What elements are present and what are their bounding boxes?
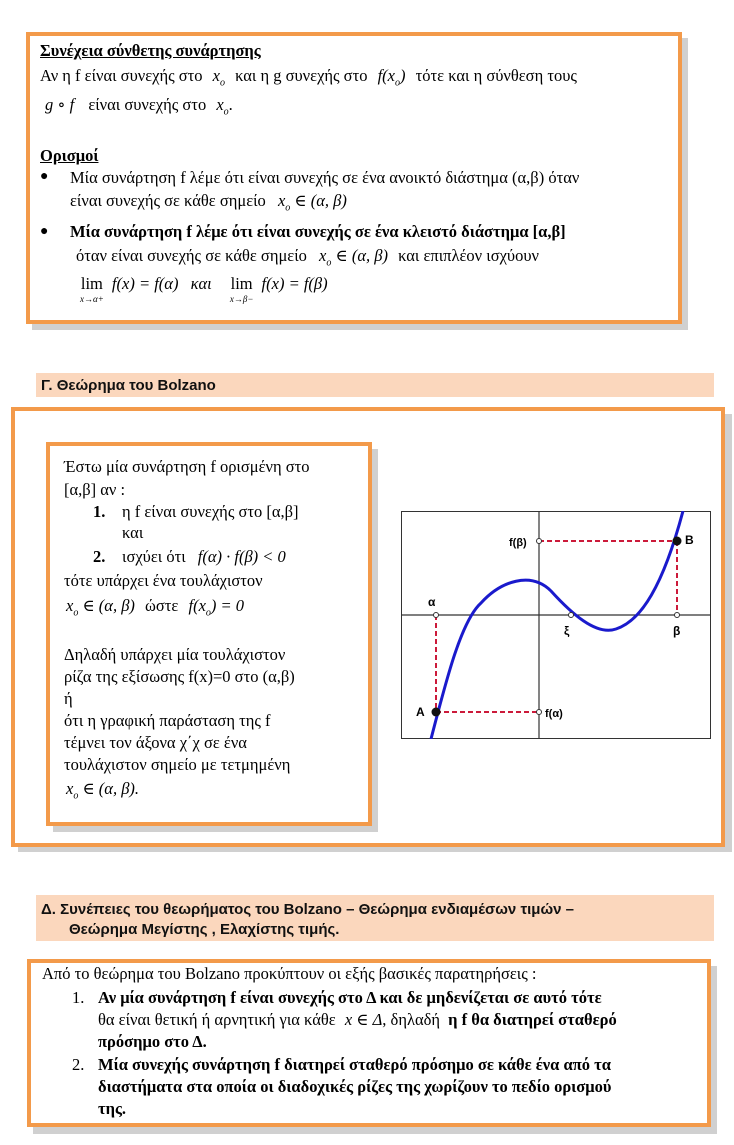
continuity-title: Συνέχεια σύνθετης συνάρτησης — [40, 41, 261, 60]
consequence-2-line2: διαστήματα στα οποία οι διαδοχικές ρίζες της χωρίζουν το πεδίο ορισμού — [98, 1077, 612, 1096]
bolzano-item1-and: και — [122, 523, 144, 542]
limits-line: lim x→α+ f(x) = f(α) και lim x→β− f(x) = f(β) — [80, 274, 328, 304]
consequence-1-line2: θα είναι θετική ή αρνητική για κάθε x ∈ Δ, δηλαδή η f θα διατηρεί σταθερό — [98, 1010, 617, 1029]
label-a: α — [428, 595, 436, 609]
consequences-intro: Από το θεώρημα του Bolzano προκύπτουν οι εξής βασικές παρατηρήσεις : — [42, 964, 537, 983]
bolzano-item1-num: 1. — [93, 502, 106, 521]
label-B: B — [685, 533, 694, 547]
label-b: β — [673, 624, 681, 638]
point-b — [675, 613, 680, 618]
bolzano-then-2: $x_o$ ∈ (α, β) ώστε $f(x_o) = 0$ — [66, 596, 245, 619]
label-fa: f(α) — [545, 708, 563, 720]
bolzano-para-4: ότι η γραφική παράσταση της f — [64, 711, 271, 730]
consequence-1-num: 1. — [72, 988, 85, 1007]
definitions-title: Ορισμοί — [40, 146, 99, 165]
continuity-line-2: g ∘ f είναι συνεχής στο $x_o$. — [45, 95, 233, 118]
consequence-2-line3: της. — [98, 1099, 127, 1118]
def1-line2: είναι συνεχής σε κάθε σημείο $x_o$ ∈ (α, β) — [70, 191, 347, 214]
bullet-1: ● — [40, 169, 49, 184]
consequences-header — [36, 895, 714, 941]
bolzano-para-2: ρίζα της εξίσωσης f(x)=0 στο (α,β) — [64, 667, 295, 686]
bolzano-para-1: Δηλαδή υπάρχει μία τουλάχιστον — [64, 645, 286, 664]
point-fb — [537, 539, 542, 544]
bolzano-para-6: τουλάχιστον σημείο με τετμημένη — [64, 755, 291, 774]
consequences-header-line1: Δ. Συνέπειες του θεωρήματος του Bolzano – Θεώρημα ενδιαμέσων τιμών – — [41, 901, 575, 918]
bolzano-item2-num: 2. — [93, 547, 106, 566]
bolzano-para-5: τέμνει τον άξονα χ΄χ σε ένα — [64, 733, 247, 752]
bolzano-para-7: $x_o$ ∈ (α, β). — [66, 779, 140, 802]
bullet-2: ● — [40, 224, 49, 239]
point-a — [434, 613, 439, 618]
graph-frame — [402, 512, 711, 739]
point-fa — [537, 710, 542, 715]
consequence-2-num: 2. — [72, 1055, 85, 1074]
bolzano-then-1: τότε υπάρχει ένα τουλάχιστον — [64, 571, 263, 590]
bolzano-intro-2: [α,β] αν : — [64, 480, 126, 499]
def2-line1: Μία συνάρτηση f λέμε ότι είναι συνεχής σε ένα κλειστό διάστημα [α,β] — [70, 222, 566, 241]
bolzano-para-3: ή — [64, 689, 73, 708]
consequence-2-line1: Μία συνεχής συνάρτηση f διατηρεί σταθερό πρόσημο σε κάθε ένα από τα — [98, 1055, 611, 1074]
label-xi: ξ — [564, 624, 570, 638]
point-A — [432, 708, 441, 717]
bolzano-graph — [401, 511, 711, 739]
consequence-1-line1: Αν μία συνάρτηση f είναι συνεχής στο Δ και δε μηδενίζεται σε αυτό τότε — [98, 988, 602, 1007]
continuity-line-1: Αν η f είναι συνεχής στο $x_o$ και η g συνεχής στο $f(x_o)$ τότε και η σύνθεση τους — [40, 66, 577, 89]
consequence-1-line3: πρόσημο στο Δ. — [98, 1032, 207, 1051]
point-B — [673, 537, 682, 546]
consequences-header-line2: Θεώρημα Μεγίστης , Ελαχίστης τιμής. — [69, 921, 340, 938]
point-xi — [569, 613, 574, 618]
def1-line1: Μία συνάρτηση f λέμε ότι είναι συνεχής σε ένα ανοικτό διάστημα (α,β) όταν — [70, 168, 580, 187]
bolzano-header: Γ. Θεώρημα του Bolzano — [36, 373, 714, 397]
label-fb: f(β) — [509, 537, 527, 549]
label-A: A — [416, 705, 425, 719]
bolzano-item2-text: ισχύει ότι f(α) · f(β) < 0 — [122, 547, 286, 566]
bolzano-intro-1: Έστω μία συνάρτηση f ορισμένη στο — [64, 457, 310, 476]
def2-line2: όταν είναι συνεχής σε κάθε σημείο $x_o$ ∈ (α, β) και επιπλέον ισχύουν — [76, 246, 539, 269]
bolzano-item1-text: η f είναι συνεχής στο [α,β] — [122, 502, 299, 521]
